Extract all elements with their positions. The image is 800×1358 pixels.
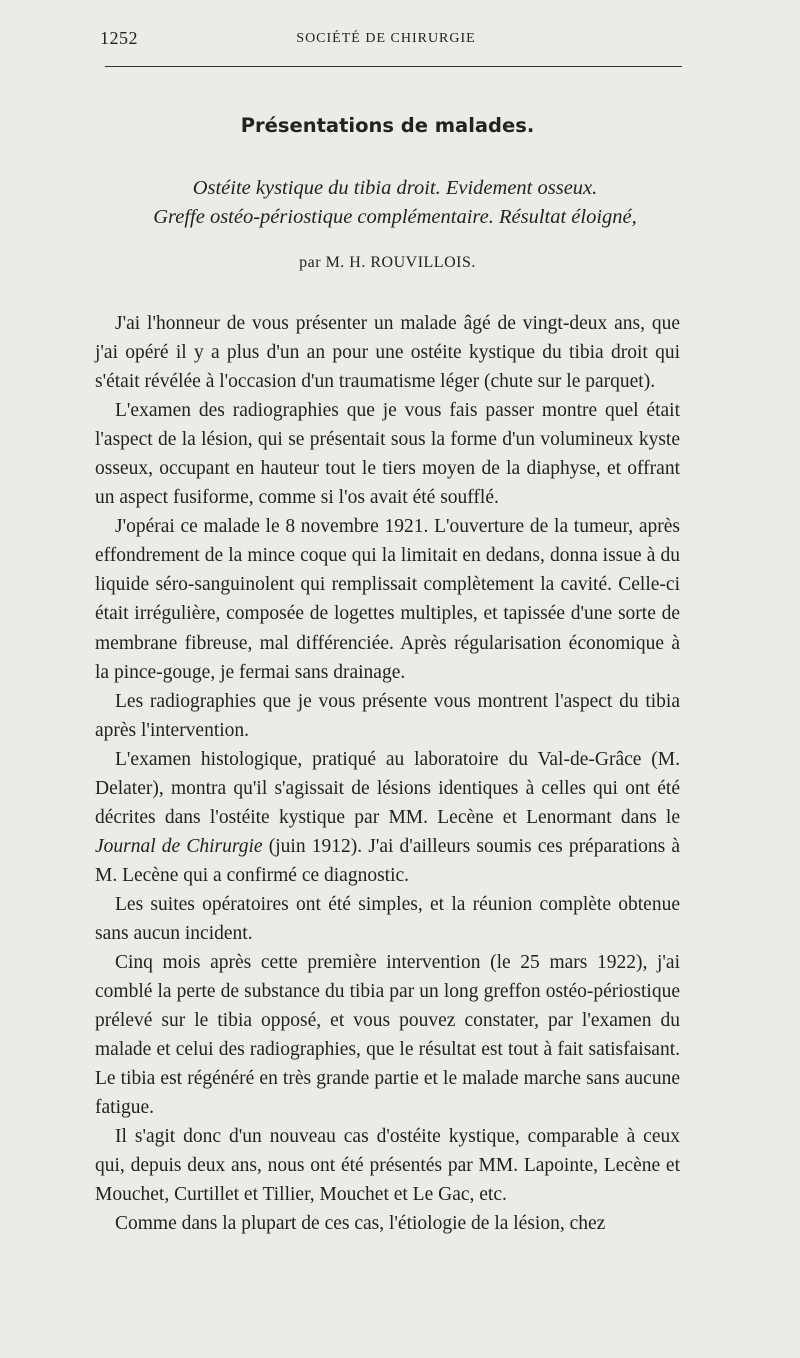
paragraph-7: Cinq mois après cette première intervention (le 25 mars 1922), j'ai comblé la perte de substance du tibia par un long greffon ostéo-périostique prélevé sur le tibia opposé, et vous pouvez constater, par l'examen du malade et celui des radiographies, que le résultat est tout à fait satisfaisant. Le tibia est régénéré en très grande partie et le malade marche sans aucune fatigue.: [95, 952, 680, 1119]
page-number: 1252: [100, 28, 138, 48]
paragraph-4: Les radiographies que je vous présente vous montrent l'aspect du tibia après l'intervention.: [95, 690, 680, 741]
paragraph-2: L'examen des radiographies que je vous fais passer montre quel était l'aspect de la lésion, qui se présentait sous la forme d'un volumineux kyste osseux, occupant en hauteur tout le tiers moyen de la diaphyse, et offrant un aspect fusiforme, comme si l'os avait été soufflé.: [95, 400, 680, 509]
paragraph-5-part-2: (juin 1912). J'ai d'ailleurs soumis ces préparations à M. Lecène qui a confirmé ce diagnostic.: [95, 835, 680, 886]
paragraph-3: J'opérai ce malade le 8 novembre 1921. L'ouverture de la tumeur, après effondrement de la mince coque qui la limitait en dedans, donna issue à du liquide séro-sanguinolent qui remplissait complètement la cavité. Celle-ci était irrégulière, composée de logettes multiples, et tapissée d'une sorte de membrane fibreuse, mal différenciée. Après régularisation économique à la pince-gouge, je fermai sans drainage.: [95, 516, 680, 683]
author-byline: par M. H. ROUVILLOIS.: [299, 254, 476, 271]
article-title-line-1: Ostéite kystique du tibia droit. Evidement osseux.: [192, 177, 598, 199]
section-title: Présentations de malades.: [240, 114, 535, 137]
paragraph-1: J'ai l'honneur de vous présenter un malade âgé de vingt-deux ans, que j'ai opéré il y a plus d'un an pour une ostéite kystique du tibia droit qui s'était révélée à l'occasion d'un traumatisme léger (chute sur le parquet).: [95, 313, 680, 393]
article-title-line-2: Greffe ostéo-périostique complémentaire. Résultat éloigné,: [153, 206, 637, 228]
paragraph-5: [95, 745, 680, 890]
paragraph-8: Il s'agit donc d'un nouveau cas d'ostéite kystique, comparable à ceux qui, depuis deux ans, nous ont été présentés par MM. Lapointe, Lecène et Mouchet, Curtillet et Tillier, Mouchet et Le Gac, etc.: [95, 1126, 680, 1206]
journal-reference: Journal de Chirurgie: [95, 835, 263, 857]
article-body: [95, 309, 680, 1239]
header-rule: [105, 66, 682, 67]
article-title: [110, 174, 680, 232]
paragraph-6: Les suites opératoires ont été simples, et la réunion complète obtenue sans aucun incident.: [95, 893, 680, 944]
paragraph-5-part-1: L'examen histologique, pratiqué au laboratoire du Val-de-Grâce (M. Delater), montra qu'il s'agissait de lésions identiques à celles qui ont été décrites dans l'ostéite kystique par MM. Lecène et Lenormant dans le: [95, 748, 680, 828]
running-head: [90, 28, 682, 52]
paragraph-9: Comme dans la plupart de ces cas, l'étiologie de la lésion, chez: [115, 1213, 606, 1235]
journal-title: SOCIÉTÉ DE CHIRURGIE: [296, 31, 476, 46]
